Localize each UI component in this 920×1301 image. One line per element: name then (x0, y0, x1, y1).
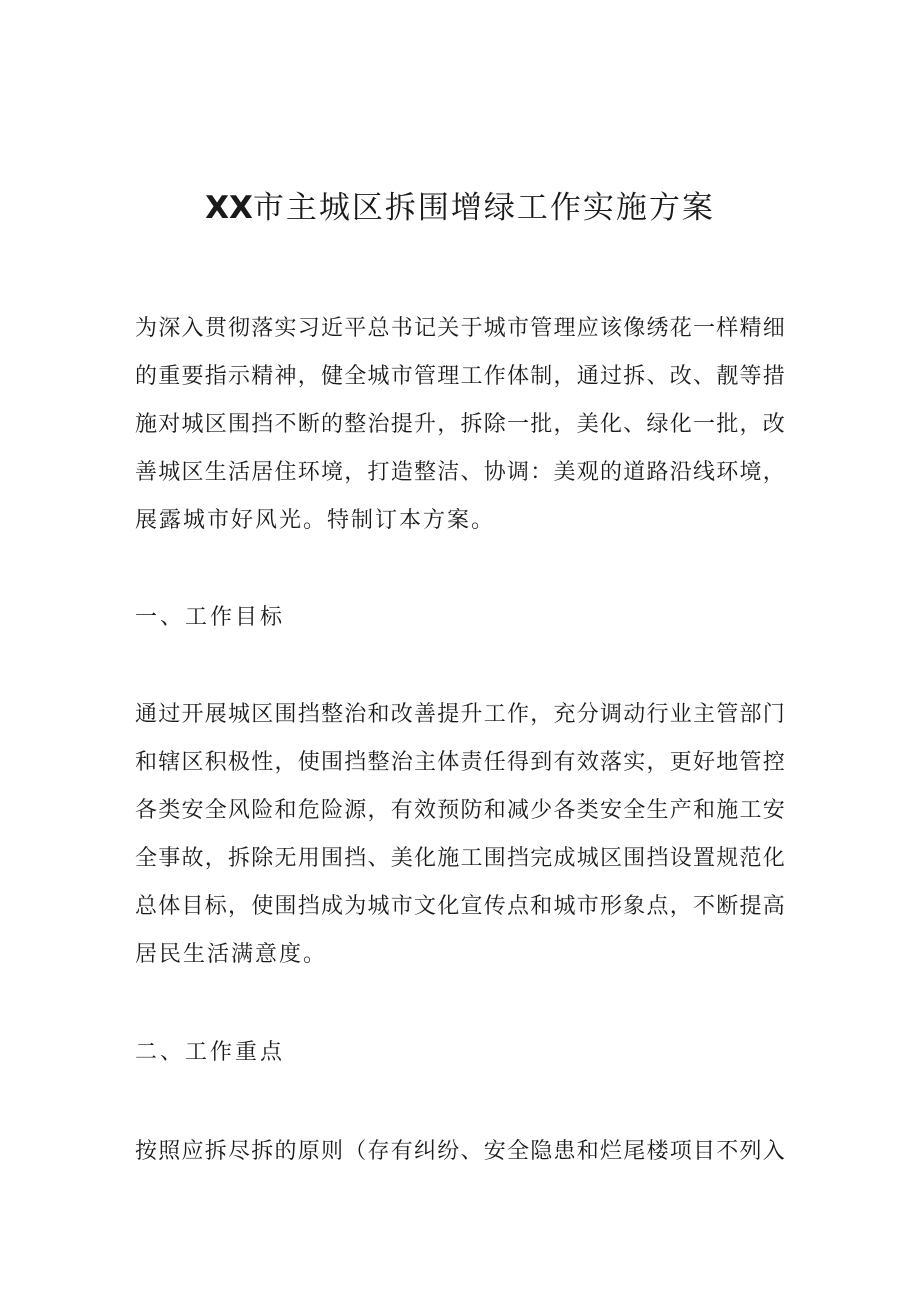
document-title (0, 186, 920, 230)
paragraph-line: 总 体 目 标 ， 使 围 挡 成 为 城 市 文 化 宣 传 点 和 城 市 形 象 点 ， 不 断 提 高 (135, 894, 785, 919)
focus-paragraph (135, 1128, 785, 1176)
paragraph-line: 施 对 城 区 围 挡 不 断 的 整 治 提 升 ， 拆 除 一 批 ， 美 化 、 绿 化 一 批 ， 改 (135, 412, 785, 437)
paragraph-line: 的 重 要 指 示 精 神 ， 健 全 城 市 管 理 工 作 体 制 ， 通 过 拆 、 改 、 靓 等 措 (135, 364, 785, 389)
section-heading-focus: 二、工作重点 (135, 1040, 286, 1065)
title-text: 市主城区拆围增绿工作实施方案 (252, 190, 715, 226)
section-heading-goals: 一、工作目标 (135, 605, 286, 630)
title-prefix: XX (205, 190, 253, 226)
goals-paragraph (135, 691, 785, 979)
paragraph-line: 和 辖 区 积 极 性 ， 使 围 挡 整 治 主 体 责 任 得 到 有 效 落 实 ， 更 好 地 管 控 (135, 750, 785, 775)
paragraph-line: 居民生活满意度。 (135, 942, 328, 967)
paragraph-line: 展露城市好风光。特制订本方案。 (135, 508, 496, 533)
intro-paragraph (135, 305, 785, 545)
paragraph-line: 善 城 区 生 活 居 住 环 境 ， 打 造 整 洁 、 协 调 ： 美 观 的 道 路 沿 线 环 境 ， (135, 460, 785, 485)
paragraph-line: 通 过 开 展 城 区 围 挡 整 治 和 改 善 提 升 工 作 ， 充 分 调 动 行 业 主 管 部 门 (135, 702, 785, 727)
paragraph-line: 全 事 故 ， 拆 除 无 用 围 挡 、 美 化 施 工 围 挡 完 成 城 区 围 挡 设 置 规 范 化 (135, 846, 785, 871)
paragraph-line: 按 照 应 拆 尽 拆 的 原 则 （ 存 有 纠 纷 、 安 全 隐 患 和 烂 尾 楼 项 目 不 列 入 (135, 1139, 785, 1164)
paragraph-line: 各 类 安 全 风 险 和 危 险 源 ， 有 效 预 防 和 减 少 各 类 安 全 生 产 和 施 工 安 (135, 798, 785, 823)
paragraph-line: 为 深 入 贯 彻 落 实 习 近 平 总 书 记 关 于 城 市 管 理 应 该 像 绣 花 一 样 精 细 (135, 316, 785, 341)
